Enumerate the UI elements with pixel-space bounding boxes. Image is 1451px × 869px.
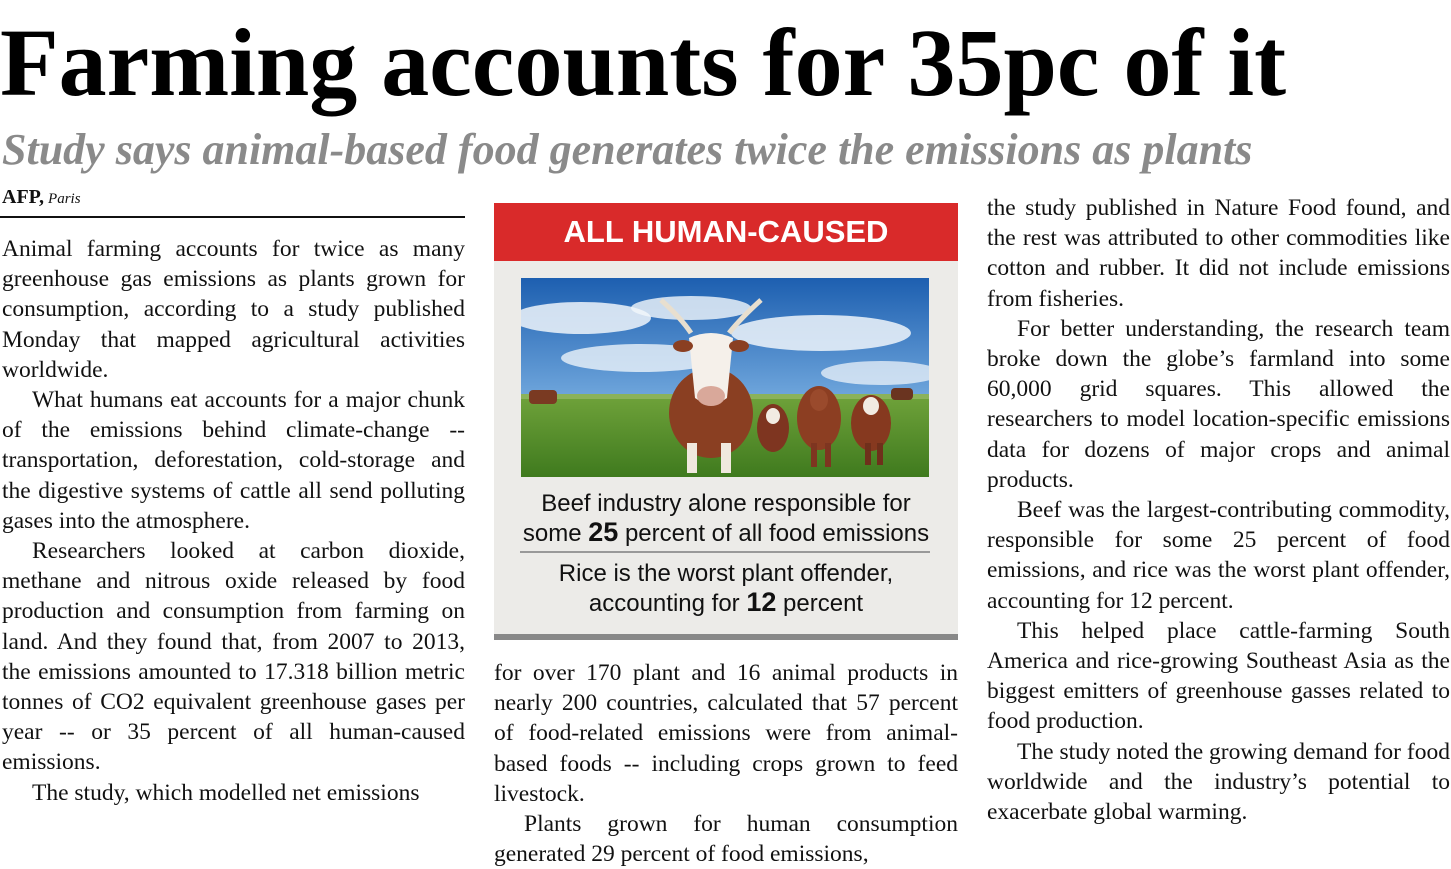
fact-value: 25	[588, 517, 619, 547]
paragraph: What humans eat accounts for a major chunk of the emissions behind climate-change -- transportation, deforestation, cold-storage and the digestive systems of cattle all send polluting gases into the atmosphere.	[2, 387, 465, 534]
paragraph: For better understanding, the research team broke down the globe’s farmland into some 60,000 grid squares. This allowed the researchers to model location-specific emissions data for dozens of major crops and animal products.	[987, 315, 1450, 493]
byline-source: AFP,	[2, 186, 45, 208]
paragraph: The study noted the growing demand for food worldwide and the industry’s potential to exacerbate global warming.	[987, 738, 1450, 826]
paragraph: Plants grown for human consumption generated 29 percent of food emissions,	[494, 811, 958, 868]
article-column-1	[2, 234, 465, 808]
paragraph: The study, which modelled net emissions	[32, 779, 420, 806]
paragraph: the study published in Nature Food found, and the rest was attributed to other commodities like cotton and rubber. It did not include emissions from fisheries.	[987, 195, 1450, 312]
article-column-3	[987, 193, 1450, 827]
byline-place: Paris	[48, 191, 81, 207]
paragraph: This helped place cattle-farming South America and rice-growing Southeast Asia as the biggest emitters of greenhouse gasses related to food production.	[987, 617, 1450, 735]
paragraph: for over 170 plant and 16 animal products in nearly 200 countries, calculated that 57 percent of food-related emissions were from animal-based foods -- including crops grown to feed livestock.	[494, 660, 958, 807]
article-column-2	[494, 658, 958, 869]
byline-rule	[0, 216, 465, 218]
infobox-fact-beef	[514, 489, 938, 548]
infobox-divider	[520, 551, 930, 553]
byline	[2, 186, 81, 209]
paragraph: Beef was the largest-contributing commodity, responsible for some 25 percent of food emissions, and rice was the worst plant offender, accounting for 12 percent.	[987, 497, 1450, 614]
cattle-photo	[521, 278, 929, 477]
infobox	[494, 203, 958, 640]
headline: Farming accounts for 35pc of it	[0, 9, 1287, 116]
paragraph: Researchers looked at carbon dioxide, methane and nitrous oxide released by food production and consumption from farming on land. And they found that, from 2007 to 2013, the emissions amounted to 17.318 billion metric tonnes of CO2 equivalent greenhouse gases per year -- or 35 percent of all human-caused emissions.	[2, 538, 465, 776]
infobox-fact-rice	[514, 559, 938, 618]
fact-text: Beef industry alone responsible for some	[522, 490, 911, 547]
subheadline: Study says animal-based food generates twice the emissions as plants	[2, 125, 1253, 174]
paragraph: Animal farming accounts for twice as many greenhouse gas emissions as plants grown for consumption, according to a study published Monday that mapped agricultural activities worldwide.	[2, 236, 465, 383]
fact-tail: percent	[776, 590, 864, 617]
fact-tail: percent of all food emissions	[618, 520, 930, 547]
infobox-title: ALL HUMAN-CAUSED	[494, 203, 958, 261]
fact-value: 12	[746, 587, 777, 617]
fact-text: Rice is the worst plant offender, accounting for	[558, 560, 894, 617]
